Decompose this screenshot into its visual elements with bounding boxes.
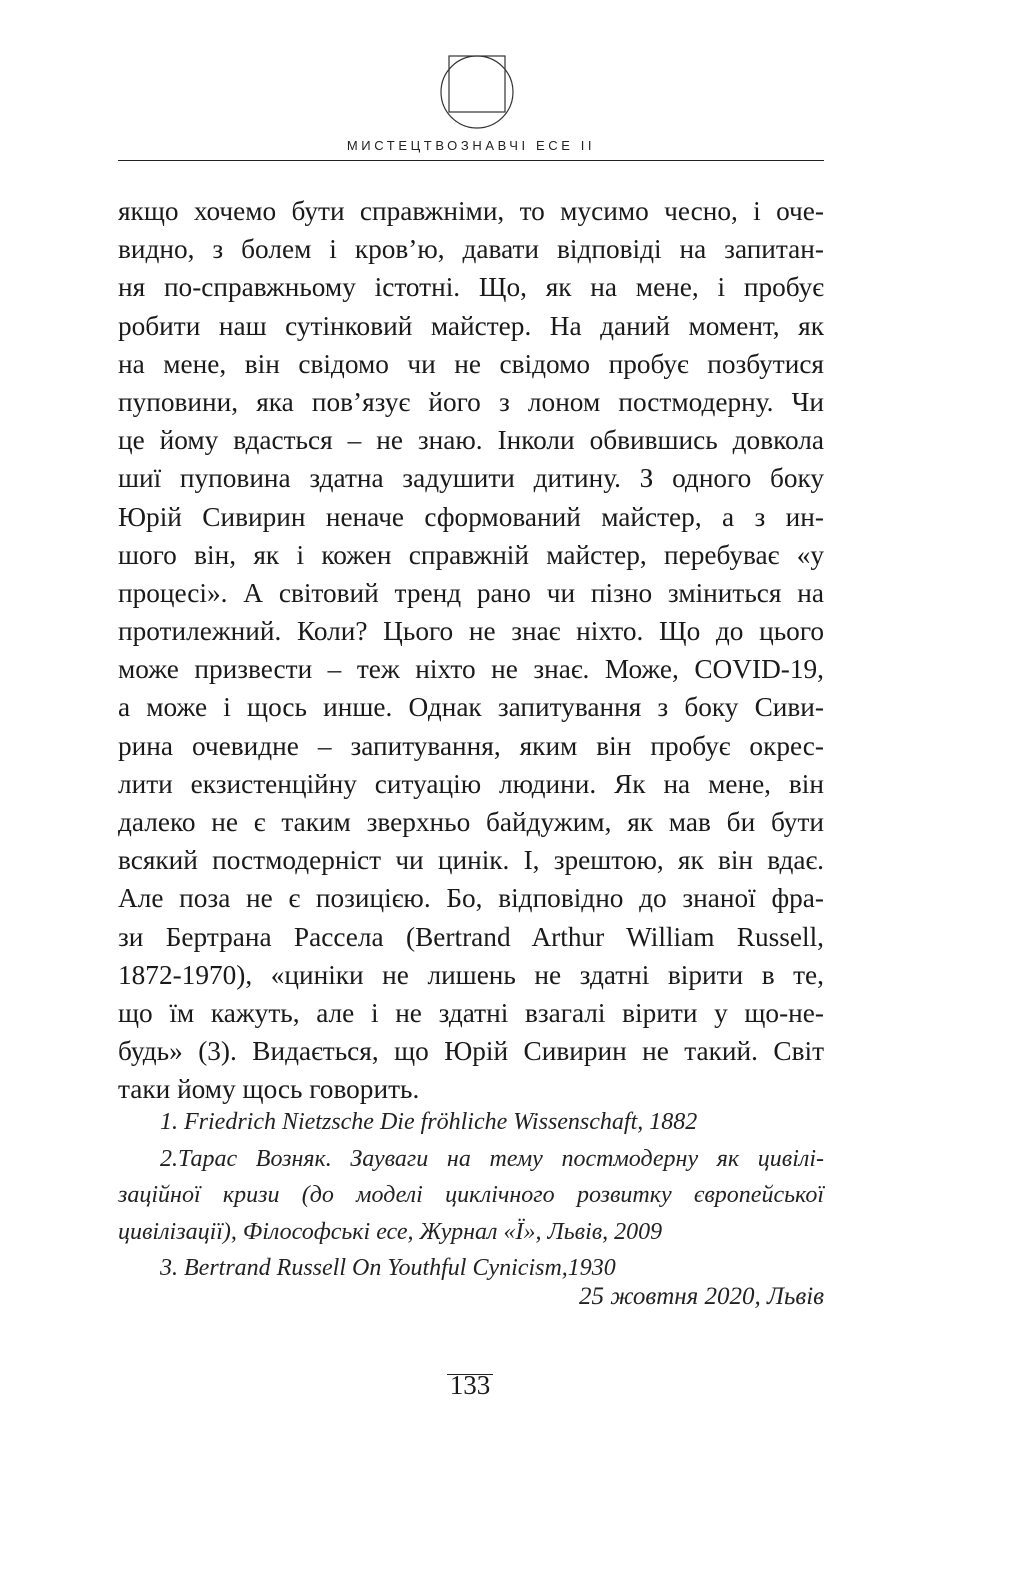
- body-line: зи Бертрана Рассела (Bertrand Arthur William Russell,: [118, 921, 824, 952]
- body-line: робити наш сутінковий майстер. На даний момент, як: [118, 310, 824, 341]
- endnote-2-continued: заційної кризи (до моделі циклічного розвитку європейської: [118, 1182, 824, 1209]
- running-head-title: МИСТЕЦТВОЗНАВЧІ ЕСЕ ІІ: [346, 138, 596, 153]
- body-line: Але поза не є позицією. Бо, відповідно до знаної фра-: [118, 883, 824, 914]
- page-number: 133: [449, 1370, 491, 1400]
- body-line: може призвести – теж ніхто не знає. Може, COVID-19,: [118, 654, 824, 685]
- body-line: 1872-1970), «циніки не лишень не здатні вірити в те,: [118, 959, 824, 990]
- body-line: якщо хочемо бути справжніми, то мусимо чесно, і оче-: [118, 196, 824, 226]
- body-line: протилежний. Коли? Цього не знає ніхто. Що до цього: [118, 616, 824, 647]
- body-line: видно, з болем і кров’ю, давати відповіді на запитан-: [118, 234, 824, 265]
- body-line: процесі». А світовий тренд рано чи пізно зміниться на: [118, 577, 824, 608]
- endnote-2: 2.Тарас Возняк. Зауваги на тему постмодерну як цивілі-: [160, 1145, 824, 1172]
- body-line: що їм кажуть, але і не здатні взагалі вірити у що-не-: [118, 997, 824, 1028]
- body-line: шого він, як і кожен справжній майстер, перебуває «у: [118, 539, 824, 570]
- endnote-2-continued: цивілізації), Філософські есе, Журнал «Ї», Львів, 2009: [118, 1218, 663, 1245]
- body-line: лити екзистенційну ситуацію людини. Як на мене, він: [118, 768, 824, 799]
- endnote-3: 3. Bertrand Russell On Youthful Cynicism,1930: [160, 1255, 616, 1282]
- body-line: це йому вдасться – не знаю. Інколи обвившись довкола: [118, 425, 824, 456]
- body-line: а може і щось инше. Однак запитування з боку Сиви-: [118, 692, 824, 723]
- body-line: рина очевидне – запитування, яким він пробує окрес-: [118, 730, 824, 761]
- body-line: таки йому щось говорить.: [118, 1074, 420, 1105]
- endnote-1: 1. Friedrich Nietzsche Die fröhliche Wissenschaft, 1882: [160, 1109, 698, 1135]
- endnotes: [118, 1104, 824, 1287]
- body-line: ня по-справжньому істотні. Що, як на мене, і пробує: [118, 272, 824, 303]
- body-line: на мене, він свідомо чи не свідомо пробує позбутися: [118, 348, 824, 379]
- body-line: всякий постмодерніст чи цинік. І, зрештою, як він вдає.: [118, 845, 824, 876]
- body-line: будь» (3). Видається, що Юрій Сивирин не такий. Світ: [118, 1036, 824, 1067]
- body-line: шиї пуповина здатна задушити дитину. З одного боку: [118, 463, 824, 494]
- body-line: далеко не є таким зверхньо байдужим, як мав би бути: [118, 807, 824, 837]
- body-line: пуповини, яка пов’язує його з лоном постмодерну. Чи: [118, 386, 824, 417]
- dateline: 25 жовтня 2020, Львів: [578, 1283, 824, 1310]
- body-text: [118, 192, 824, 1109]
- body-line: Юрій Сивирин неначе сформований майстер, а з ин-: [118, 501, 824, 532]
- circle-square-emblem-icon: [436, 48, 518, 130]
- header-rule: [118, 160, 824, 161]
